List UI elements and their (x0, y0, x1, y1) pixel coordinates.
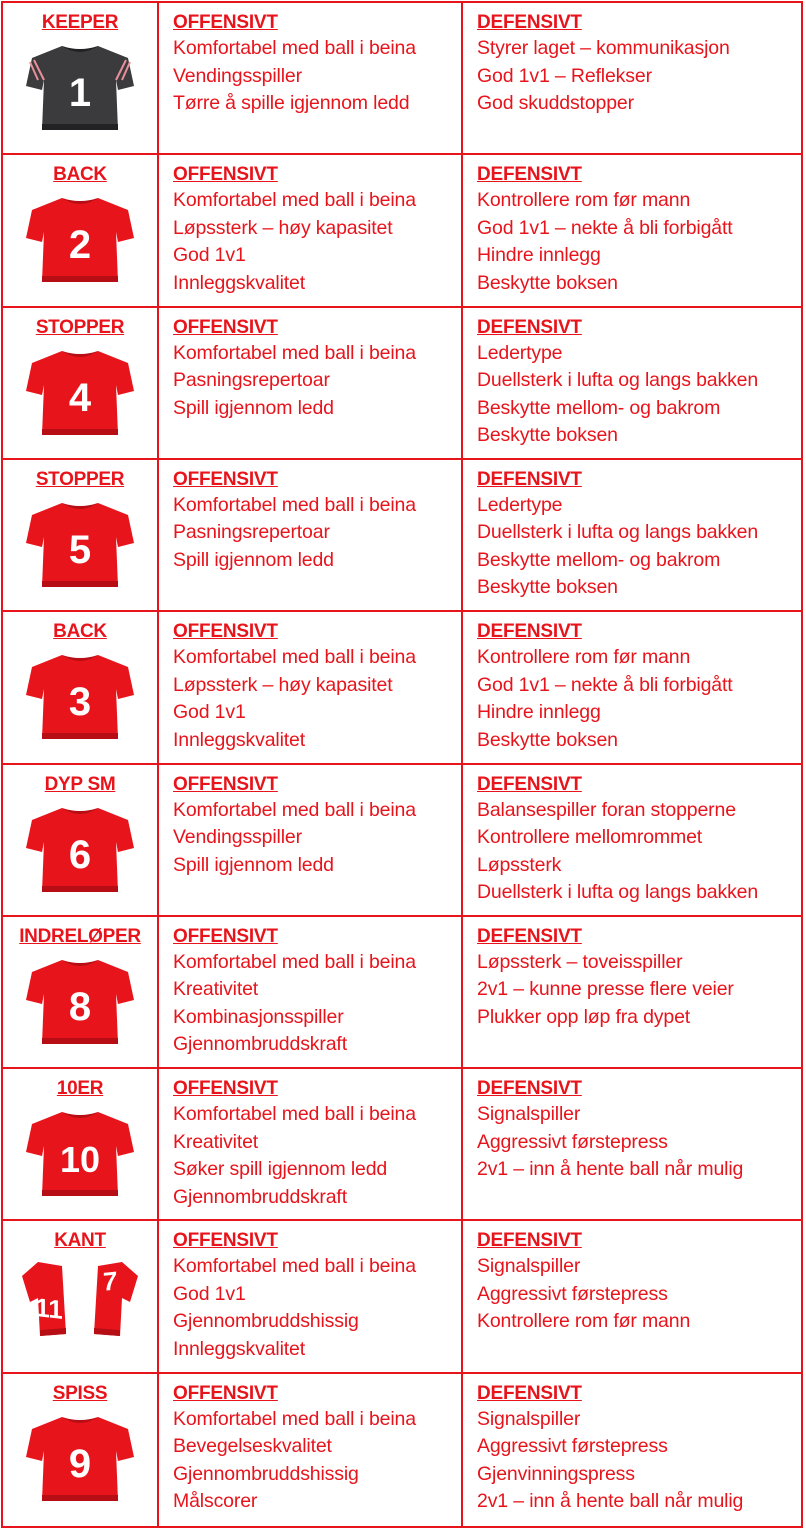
offensive-cell (159, 308, 463, 460)
defensive-cell (463, 308, 801, 460)
offensive-item: Kreativitet (173, 978, 259, 1001)
defensive-item: Aggressivt førstepress (477, 1435, 668, 1458)
position-cell (3, 765, 159, 917)
offensive-item: Innleggskvalitet (173, 1337, 306, 1360)
keeper-shirt-icon (24, 40, 136, 136)
defensive-heading: DEFENSIVT (477, 12, 582, 33)
defensive-item: Aggressivt førstepress (477, 1130, 668, 1153)
offensive-item: Spill igjennom ledd (173, 853, 334, 876)
defensive-heading: DEFENSIVT (477, 773, 582, 795)
offensive-cell (159, 1221, 463, 1373)
defensive-item: Hindre innlegg (477, 701, 601, 724)
defensive-cell (463, 3, 801, 155)
shirt-number: 9 (68, 1441, 92, 1486)
offensive-heading: OFFENSIVT (173, 1078, 278, 1100)
defensive-item: 2v1 – kunne presse flere veier (477, 978, 734, 1001)
defensive-cell (463, 1221, 801, 1373)
shirt-number: 6 (68, 832, 92, 877)
offensive-item: Gjennombruddskraft (173, 1033, 347, 1056)
defensive-item: Signalspiller (477, 1103, 581, 1126)
defensive-item: Kontrollere rom før mann (477, 1310, 691, 1333)
offensive-item: Komfortabel med ball i beina (173, 1103, 416, 1126)
defensive-item: Signalspiller (477, 1407, 581, 1430)
defensive-cell (463, 1069, 801, 1221)
defensive-cell (463, 612, 801, 764)
defensive-cell (463, 460, 801, 612)
position-cell (3, 1221, 159, 1373)
offensive-cell (159, 612, 463, 764)
shirt-number-2: 7 (102, 1265, 118, 1298)
defensive-heading: DEFENSIVT (477, 1230, 582, 1252)
defensive-item: Beskytte boksen (477, 424, 618, 447)
shirt-number: 3 (68, 680, 92, 725)
offensive-cell (159, 1374, 463, 1526)
offensive-cell (159, 460, 463, 612)
shirt-number: 11 (35, 1292, 63, 1326)
offensive-cell (159, 155, 463, 307)
offensive-item: Komfortabel med ball i beina (173, 950, 416, 973)
defensive-item: Ledertype (477, 341, 563, 364)
defensive-item: Duellsterk i lufta og langs bakken (477, 881, 759, 903)
offensive-item: Komfortabel med ball i beina (173, 37, 416, 59)
position-title: DYP SM (44, 773, 116, 795)
defensive-item: God 1v1 – nekte å bli forbigått (477, 673, 733, 696)
shirt-icon (24, 1411, 136, 1507)
offensive-item: Komfortabel med ball i beina (173, 493, 416, 516)
offensive-item: Komfortabel med ball i beina (173, 341, 416, 364)
offensive-heading: OFFENSIVT (173, 1230, 278, 1252)
defensive-item: Styrer laget – kommunikasjon (477, 37, 730, 59)
offensive-item: God 1v1 (173, 701, 246, 724)
shirt-icon (24, 1106, 136, 1202)
shirt-number: 5 (68, 527, 92, 572)
offensive-item: Spill igjennom ledd (173, 548, 334, 571)
position-cell (3, 460, 159, 612)
offensive-item: Vendingsspiller (173, 64, 302, 87)
offensive-heading: OFFENSIVT (173, 1382, 278, 1404)
position-title: SPISS (52, 1382, 108, 1404)
offensive-cell (159, 3, 463, 155)
defensive-item: Gjenvinningspress (477, 1462, 635, 1485)
defensive-item: God skuddstopper (477, 92, 634, 114)
offensive-item: Gjennombruddskraft (173, 1185, 347, 1208)
position-title: BACK (53, 621, 107, 643)
positions-table (1, 1, 803, 1528)
offensive-item: Løpssterk – høy kapasitet (173, 216, 393, 239)
shirt-icon (24, 497, 136, 593)
position-cell (3, 1069, 159, 1221)
offensive-item: Gjennombruddshissig (173, 1462, 359, 1485)
defensive-cell (463, 765, 801, 917)
position-cell (3, 917, 159, 1069)
defensive-item: Løpssterk (477, 853, 562, 876)
defensive-heading: DEFENSIVT (477, 621, 582, 643)
defensive-heading: DEFENSIVT (477, 164, 582, 186)
defensive-heading: DEFENSIVT (477, 1078, 582, 1100)
offensive-item: Kreativitet (173, 1130, 259, 1153)
offensive-item: God 1v1 (173, 244, 246, 267)
defensive-item: God 1v1 – Reflekser (477, 64, 652, 87)
shirt-icon (24, 954, 136, 1050)
offensive-item: Spill igjennom ledd (173, 396, 334, 419)
shirt-number: 1 (68, 71, 92, 115)
shirt-number: 8 (68, 984, 92, 1029)
position-title: 10ER (56, 1078, 104, 1100)
position-cell (3, 155, 159, 307)
defensive-item: Plukker opp løp fra dypet (477, 1005, 691, 1028)
offensive-heading: OFFENSIVT (173, 164, 278, 186)
offensive-item: Gjennombruddshissig (173, 1310, 359, 1333)
offensive-item: Kombinasjonsspiller (173, 1005, 344, 1028)
defensive-item: 2v1 – inn å hente ball når mulig (477, 1158, 744, 1181)
defensive-item: God 1v1 – nekte å bli forbigått (477, 216, 733, 239)
defensive-item: Løpssterk – toveisspiller (477, 950, 683, 973)
offensive-heading: OFFENSIVT (173, 925, 278, 947)
offensive-item: Komfortabel med ball i beina (173, 1407, 416, 1430)
offensive-item: Komfortabel med ball i beina (173, 189, 416, 212)
defensive-item: Beskytte mellom- og bakrom (477, 548, 721, 571)
position-title: KEEPER (41, 12, 119, 33)
defensive-cell (463, 155, 801, 307)
shirt-icon (24, 345, 136, 441)
defensive-item: Beskytte mellom- og bakrom (477, 396, 721, 419)
offensive-item: Løpssterk – høy kapasitet (173, 673, 393, 696)
defensive-item: Kontrollere rom før mann (477, 189, 691, 212)
shirt-number: 4 (68, 375, 92, 420)
offensive-item: Innleggskvalitet (173, 728, 306, 751)
offensive-heading: OFFENSIVT (173, 468, 278, 490)
defensive-item: Beskytte boksen (477, 576, 618, 599)
offensive-item: Tørre å spille igjennom ledd (173, 92, 410, 114)
defensive-heading: DEFENSIVT (477, 316, 582, 338)
offensive-item: God 1v1 (173, 1282, 246, 1305)
defensive-heading: DEFENSIVT (477, 1382, 582, 1404)
defensive-item: Balansespiller foran stopperne (477, 798, 736, 821)
defensive-heading: DEFENSIVT (477, 468, 582, 490)
defensive-item: Hindre innlegg (477, 244, 601, 267)
shirt-number: 2 (68, 223, 92, 268)
position-title: STOPPER (35, 316, 125, 338)
offensive-cell (159, 1069, 463, 1221)
position-title: INDRELØPER (19, 925, 141, 947)
defensive-item: Ledertype (477, 493, 563, 516)
offensive-heading: OFFENSIVT (173, 12, 278, 33)
defensive-item: Beskytte boksen (477, 728, 618, 751)
offensive-item: Vendingsspiller (173, 826, 302, 848)
offensive-item: Komfortabel med ball i beina (173, 1255, 416, 1278)
defensive-item: 2v1 – inn å hente ball når mulig (477, 1490, 744, 1513)
defensive-cell (463, 1374, 801, 1526)
offensive-item: Bevegelseskvalitet (173, 1435, 332, 1458)
defensive-item: Duellsterk i lufta og langs bakken (477, 521, 759, 544)
offensive-item: Innleggskvalitet (173, 271, 306, 294)
offensive-heading: OFFENSIVT (173, 773, 278, 795)
defensive-item: Aggressivt førstepress (477, 1282, 668, 1305)
offensive-item: Komfortabel med ball i beina (173, 646, 416, 669)
position-title: KANT (54, 1230, 106, 1252)
defensive-item: Beskytte boksen (477, 271, 618, 294)
shirt-icon (24, 192, 136, 288)
defensive-item: Duellsterk i lufta og langs bakken (477, 369, 759, 392)
defensive-heading: DEFENSIVT (477, 925, 582, 947)
offensive-heading: OFFENSIVT (173, 621, 278, 643)
split-shirt-icon (16, 1258, 144, 1340)
defensive-item: Signalspiller (477, 1255, 581, 1278)
offensive-cell (159, 765, 463, 917)
offensive-heading: OFFENSIVT (173, 316, 278, 338)
offensive-item: Målscorer (173, 1490, 258, 1513)
position-cell (3, 308, 159, 460)
defensive-item: Kontrollere rom før mann (477, 646, 691, 669)
position-cell (3, 1374, 159, 1526)
position-cell (3, 3, 159, 155)
offensive-item: Komfortabel med ball i beina (173, 798, 416, 821)
position-title: BACK (53, 164, 107, 186)
offensive-item: Pasningsrepertoar (173, 521, 330, 544)
shirt-icon (24, 802, 136, 898)
defensive-item: Kontrollere mellomrommet (477, 826, 703, 848)
offensive-item: Pasningsrepertoar (173, 369, 330, 392)
shirt-icon (24, 649, 136, 745)
defensive-cell (463, 917, 801, 1069)
position-title: STOPPER (35, 468, 125, 490)
shirt-number: 10 (59, 1139, 101, 1181)
offensive-cell (159, 917, 463, 1069)
position-cell (3, 612, 159, 764)
offensive-item: Søker spill igjennom ledd (173, 1158, 388, 1181)
